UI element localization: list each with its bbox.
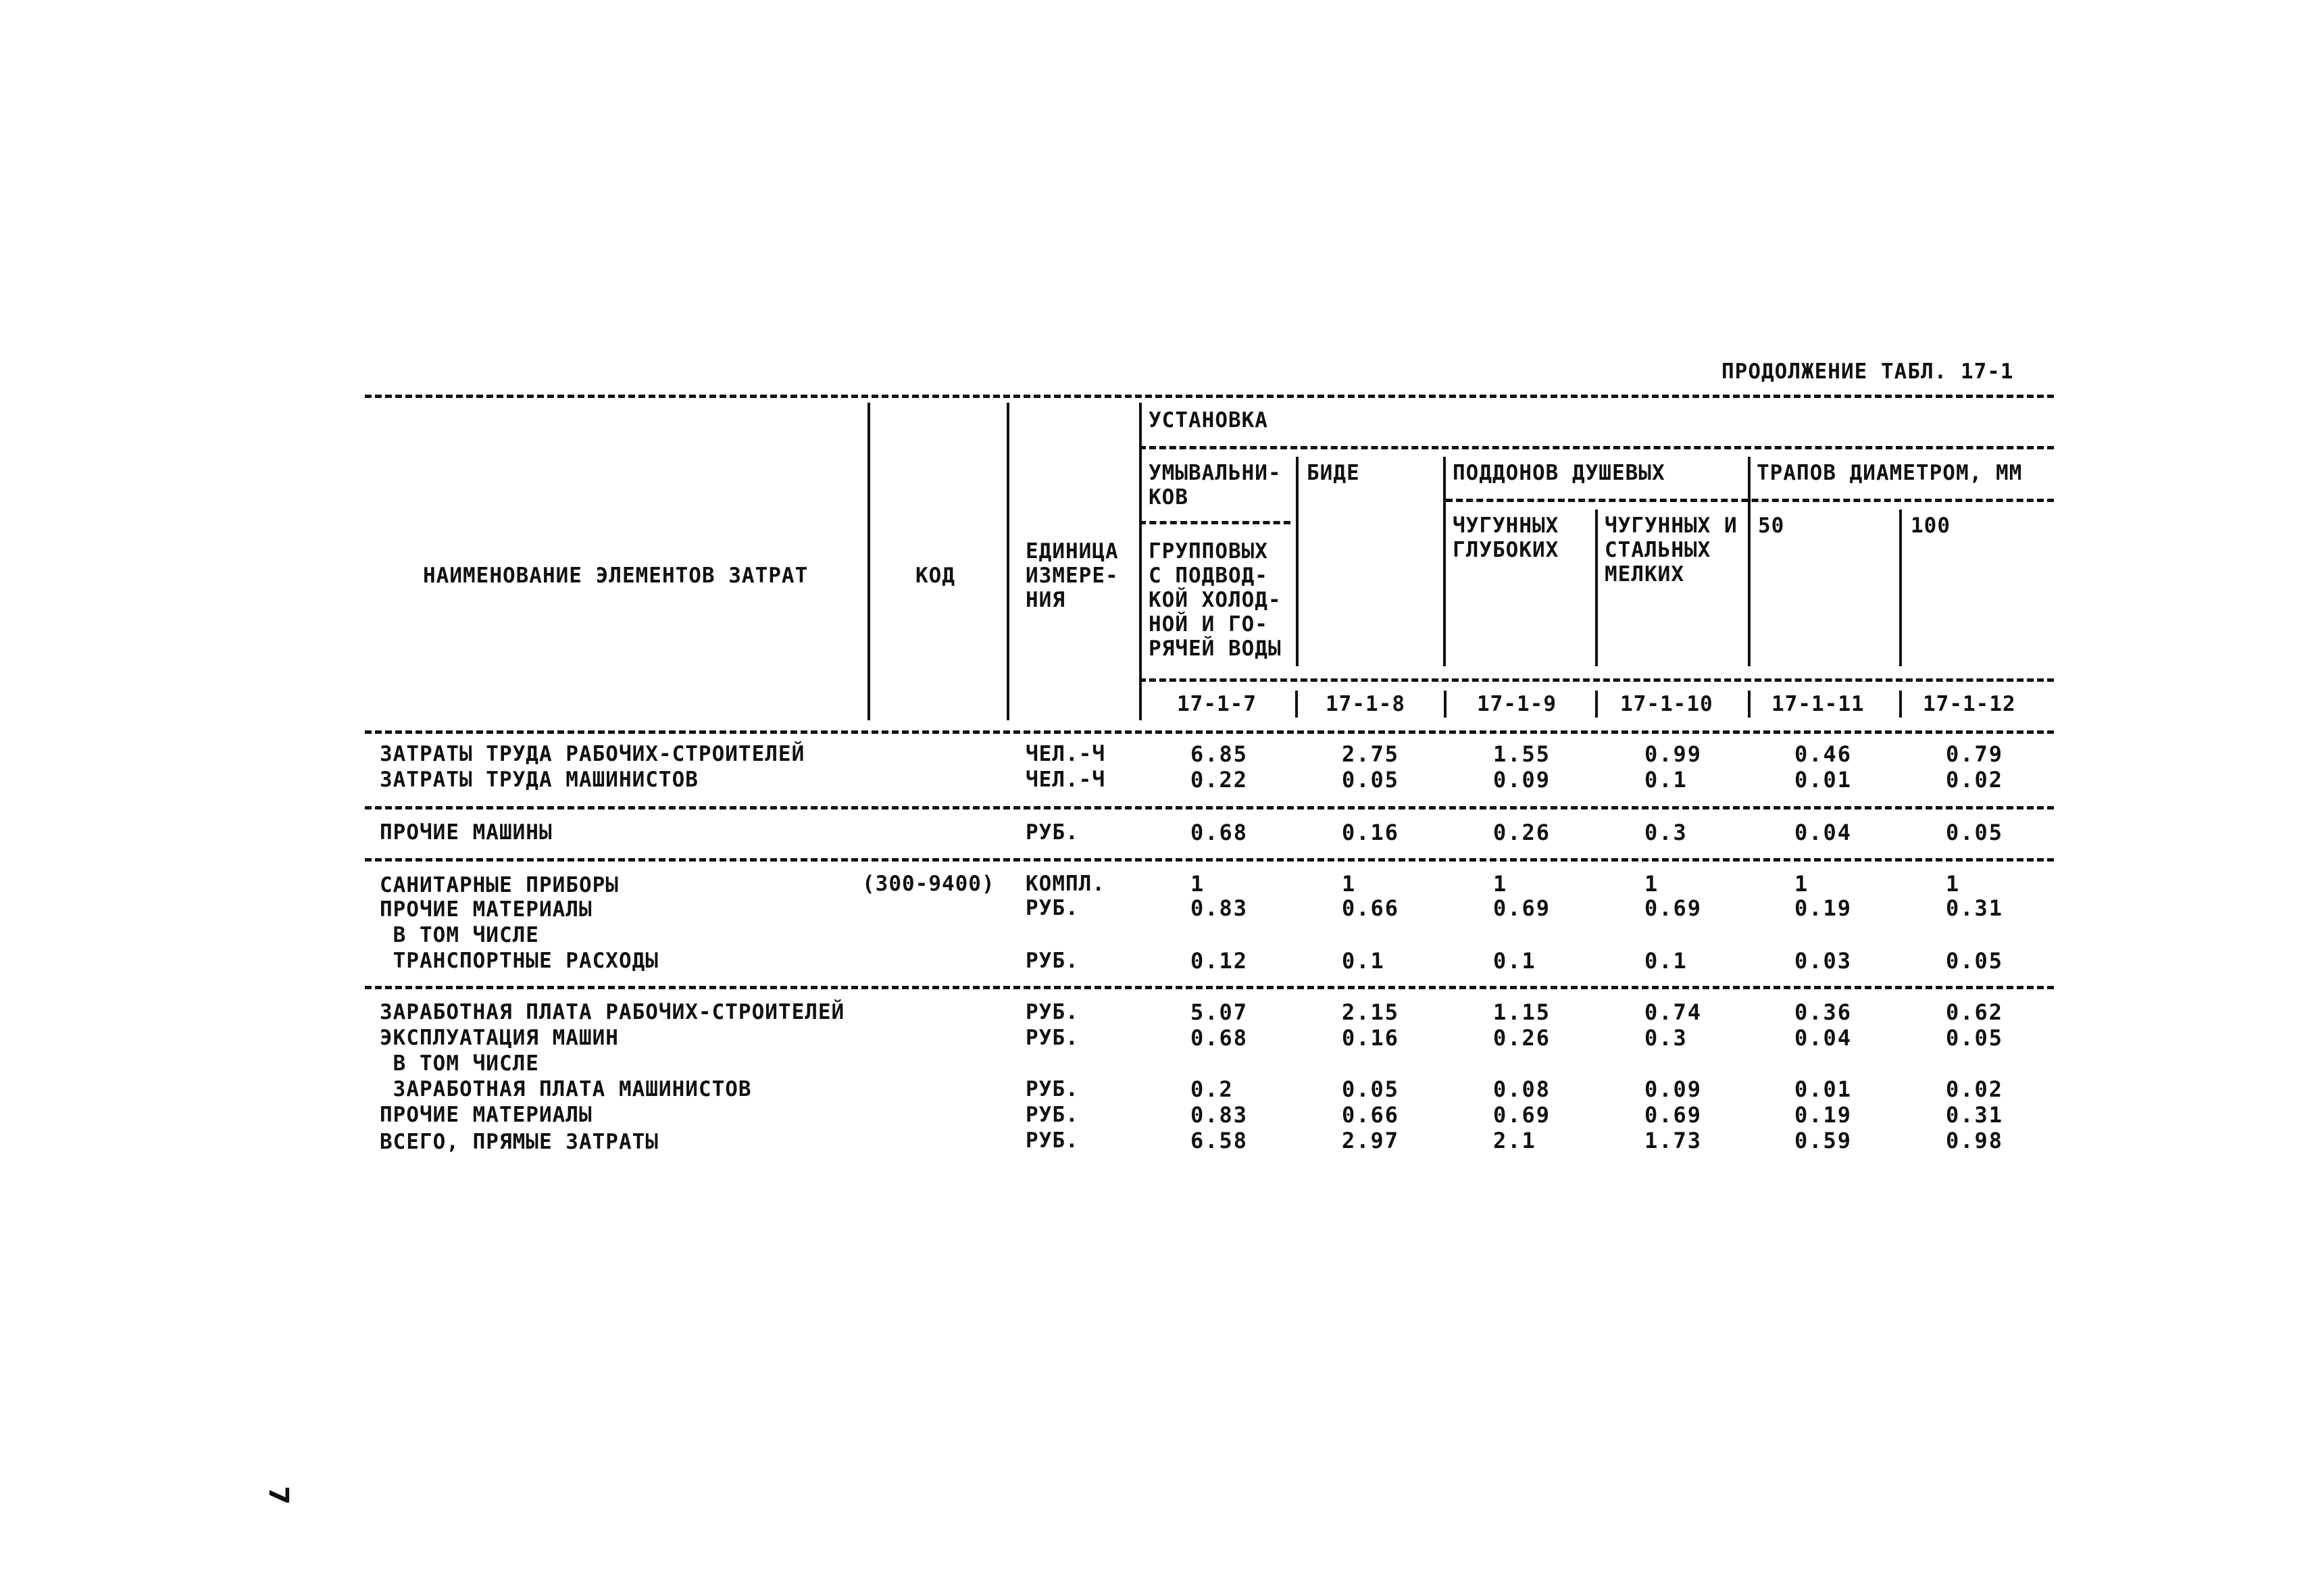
header-washbasins-line2: КОВ	[1149, 485, 1188, 509]
row-unit: РУБ.	[1026, 1128, 1079, 1153]
header-rule-under-washbasins	[1139, 521, 1290, 524]
row-value: 2.15	[1342, 999, 1400, 1025]
row-value: 0.22	[1190, 767, 1249, 793]
col-sep-drain50-drain100	[1899, 509, 1902, 666]
code-sep-3	[1595, 691, 1598, 718]
row-value: 0.08	[1493, 1076, 1551, 1102]
group-rule-1	[365, 806, 2054, 809]
row-value: 6.58	[1190, 1128, 1249, 1153]
header-washbasins-sub-line3: КОЙ ХОЛОД-	[1149, 588, 1282, 612]
col-sep-deep-shallow	[1595, 509, 1598, 666]
row-value: 1.15	[1493, 999, 1551, 1025]
row-value: 0.1	[1493, 948, 1536, 974]
header-drain-50: 50	[1758, 514, 1785, 538]
row-value: 0.69	[1644, 895, 1703, 921]
header-trays: ПОДДОНОВ ДУШЕВЫХ	[1453, 461, 1665, 485]
header-bottom-rule	[365, 730, 2054, 734]
row-value: 0.02	[1946, 1076, 2004, 1102]
row-value: 1.73	[1644, 1128, 1703, 1153]
row-value: 0.04	[1794, 820, 1853, 845]
row-value: 0.05	[1946, 1025, 2004, 1051]
header-drain-100: 100	[1911, 514, 1951, 538]
row-value: 1	[1342, 871, 1357, 897]
row-name: ТРАНСПОРТНЫЕ РАСХОДЫ	[380, 949, 659, 973]
row-name: ПРОЧИЕ МАШИНЫ	[380, 820, 553, 845]
row-value: 0.79	[1946, 741, 2004, 767]
row-value: 0.26	[1493, 1025, 1551, 1051]
row-value: 1	[1794, 871, 1809, 897]
row-value: 0.68	[1190, 820, 1249, 845]
header-code-3: 17-1-9	[1477, 692, 1557, 716]
col-sep-bidet-trays	[1443, 457, 1446, 666]
header-unit-line1: ЕДИНИЦА	[1026, 539, 1119, 564]
row-name: В ТОМ ЧИСЛЕ	[380, 923, 539, 947]
row-name: ЗАРАБОТНАЯ ПЛАТА РАБОЧИХ-СТРОИТЕЛЕЙ	[380, 1000, 845, 1024]
col-sep-trays-drains	[1748, 457, 1751, 666]
row-value: 0.01	[1794, 767, 1853, 793]
row-value: 0.1	[1644, 948, 1688, 974]
row-value: 0.3	[1644, 1025, 1688, 1051]
row-name: ЗАТРАТЫ ТРУДА РАБОЧИХ-СТРОИТЕЛЕЙ	[380, 742, 805, 766]
row-value: 0.03	[1794, 948, 1853, 974]
row-value: 0.74	[1644, 999, 1703, 1025]
row-value: 0.01	[1794, 1076, 1853, 1102]
row-name: В ТОМ ЧИСЛЕ	[380, 1051, 539, 1076]
row-value: 0.68	[1190, 1025, 1249, 1051]
row-value: 1.55	[1493, 741, 1551, 767]
row-value: 0.99	[1644, 741, 1703, 767]
row-value: 0.05	[1946, 948, 2004, 974]
row-unit: РУБ.	[1026, 1000, 1079, 1024]
row-value: 0.16	[1342, 1025, 1400, 1051]
header-code-2: 17-1-8	[1326, 692, 1405, 716]
row-value: 0.05	[1342, 1076, 1400, 1102]
header-trays-deep-line1: ЧУГУННЫХ	[1453, 514, 1559, 538]
row-unit: РУБ.	[1026, 820, 1079, 845]
row-unit: РУБ.	[1026, 1077, 1079, 1101]
group-rule-2	[365, 858, 2054, 862]
header-unit-line2: ИЗМЕРЕ-	[1026, 564, 1119, 588]
row-value: 0.05	[1946, 820, 2004, 845]
header-trays-deep-line2: ГЛУБОКИХ	[1453, 538, 1559, 562]
code-sep-2	[1444, 691, 1447, 718]
row-value: 2.1	[1493, 1128, 1536, 1153]
row-value: 0.04	[1794, 1025, 1853, 1051]
table-top-rule	[365, 395, 2054, 398]
header-rule-above-codes	[1139, 678, 2054, 682]
row-value: 0.83	[1190, 1102, 1249, 1128]
page-number: 7	[262, 1486, 294, 1505]
row-value: 0.02	[1946, 767, 2004, 793]
header-trays-shallow-line3: МЕЛКИХ	[1605, 562, 1684, 587]
row-value: 1	[1644, 871, 1659, 897]
group-rule-3	[365, 986, 2054, 989]
row-value: 0.62	[1946, 999, 2004, 1025]
row-value: 0.31	[1946, 1102, 2004, 1128]
row-value: 0.59	[1794, 1128, 1853, 1153]
header-name: НАИМЕНОВАНИЕ ЭЛЕМЕНТОВ ЗАТРАТ	[423, 564, 809, 588]
header-unit-line3: НИЯ	[1026, 588, 1065, 612]
row-value: 0.09	[1493, 767, 1551, 793]
row-unit: КОМПЛ.	[1026, 872, 1105, 896]
header-trays-shallow-line2: СТАЛЬНЫХ	[1605, 538, 1711, 562]
row-value: 1	[1493, 871, 1508, 897]
row-value: 0.83	[1190, 895, 1249, 921]
row-name: ЗАТРАТЫ ТРУДА МАШИНИСТОВ	[380, 768, 699, 792]
row-value: 0.36	[1794, 999, 1853, 1025]
row-unit: РУБ.	[1026, 896, 1079, 920]
row-value: 0.1	[1342, 948, 1385, 974]
row-value: 0.69	[1493, 1102, 1551, 1128]
header-washbasins-line1: УМЫВАЛЬНИ-	[1149, 461, 1282, 485]
header-code-5: 17-1-11	[1771, 692, 1865, 716]
code-sep-1	[1295, 691, 1298, 718]
row-unit: РУБ.	[1026, 1026, 1079, 1050]
header-washbasins-sub-line1: ГРУППОВЫХ	[1149, 539, 1268, 564]
header-group: УСТАНОВКА	[1149, 408, 1268, 432]
row-value: 0.05	[1342, 767, 1400, 793]
row-value: 6.85	[1190, 741, 1249, 767]
row-name: ВСЕГО, ПРЯМЫЕ ЗАТРАТЫ	[380, 1130, 659, 1154]
header-washbasins-sub-line4: НОЙ И ГО-	[1149, 612, 1268, 637]
row-value: 0.66	[1342, 1102, 1400, 1128]
header-washbasins-sub-line2: С ПОДВОД-	[1149, 564, 1268, 588]
row-name: ПРОЧИЕ МАТЕРИАЛЫ	[380, 1103, 593, 1127]
code-sep-4	[1748, 691, 1751, 718]
row-value: 0.12	[1190, 948, 1249, 974]
row-value: 0.66	[1342, 895, 1400, 921]
row-value: 0.16	[1342, 820, 1400, 845]
row-name: ПРОЧИЕ МАТЕРИАЛЫ	[380, 897, 593, 922]
header-code-4: 17-1-10	[1620, 692, 1713, 716]
row-value: 0.31	[1946, 895, 2004, 921]
header-washbasins-sub-line5: РЯЧЕЙ ВОДЫ	[1149, 637, 1282, 661]
row-value: 2.75	[1342, 741, 1400, 767]
row-unit: ЧЕЛ.-Ч	[1026, 742, 1105, 766]
row-value: 0.69	[1493, 895, 1551, 921]
row-value: 0.09	[1644, 1076, 1703, 1102]
header-code-1: 17-1-7	[1177, 692, 1257, 716]
row-value: 1	[1946, 871, 1961, 897]
col-sep-code-unit	[1007, 403, 1009, 720]
row-value: 5.07	[1190, 999, 1249, 1025]
col-sep-name-code	[867, 403, 870, 720]
row-name: ЗАРАБОТНАЯ ПЛАТА МАШИНИСТОВ	[380, 1077, 752, 1101]
row-value: 0.19	[1794, 1102, 1853, 1128]
row-value: 0.2	[1190, 1076, 1234, 1102]
row-value: 0.1	[1644, 767, 1688, 793]
row-value: 0.3	[1644, 820, 1688, 845]
row-unit: ЧЕЛ.-Ч	[1026, 768, 1105, 792]
row-unit: РУБ.	[1026, 1103, 1079, 1127]
row-value: 0.98	[1946, 1128, 2004, 1153]
row-value: 0.69	[1644, 1102, 1703, 1128]
table-caption: ПРОДОЛЖЕНИЕ ТАБЛ. 17-1	[1721, 359, 2014, 384]
row-name: ЭКСПЛУАТАЦИЯ МАШИН	[380, 1026, 619, 1050]
header-rule-under-group	[1139, 446, 2054, 449]
header-code: КОД	[915, 564, 955, 588]
row-value: 0.46	[1794, 741, 1853, 767]
row-unit: РУБ.	[1026, 949, 1079, 973]
header-trays-shallow-line1: ЧУГУННЫХ И	[1605, 514, 1738, 538]
header-bidet: БИДЕ	[1307, 461, 1360, 485]
row-value: 0.19	[1794, 895, 1853, 921]
col-sep-unit-values	[1139, 403, 1142, 720]
header-code-6: 17-1-12	[1923, 692, 2016, 716]
row-value: 1	[1190, 871, 1205, 897]
row-code: (300-9400)	[862, 872, 995, 896]
col-sep-washbasin-bidet	[1296, 457, 1299, 666]
row-value: 2.97	[1342, 1128, 1400, 1153]
header-drains: ТРАПОВ ДИАМЕТРОМ, ММ	[1757, 461, 2023, 485]
row-name: САНИТАРНЫЕ ПРИБОРЫ	[380, 873, 619, 897]
row-value: 0.26	[1493, 820, 1551, 845]
code-sep-5	[1899, 691, 1902, 718]
